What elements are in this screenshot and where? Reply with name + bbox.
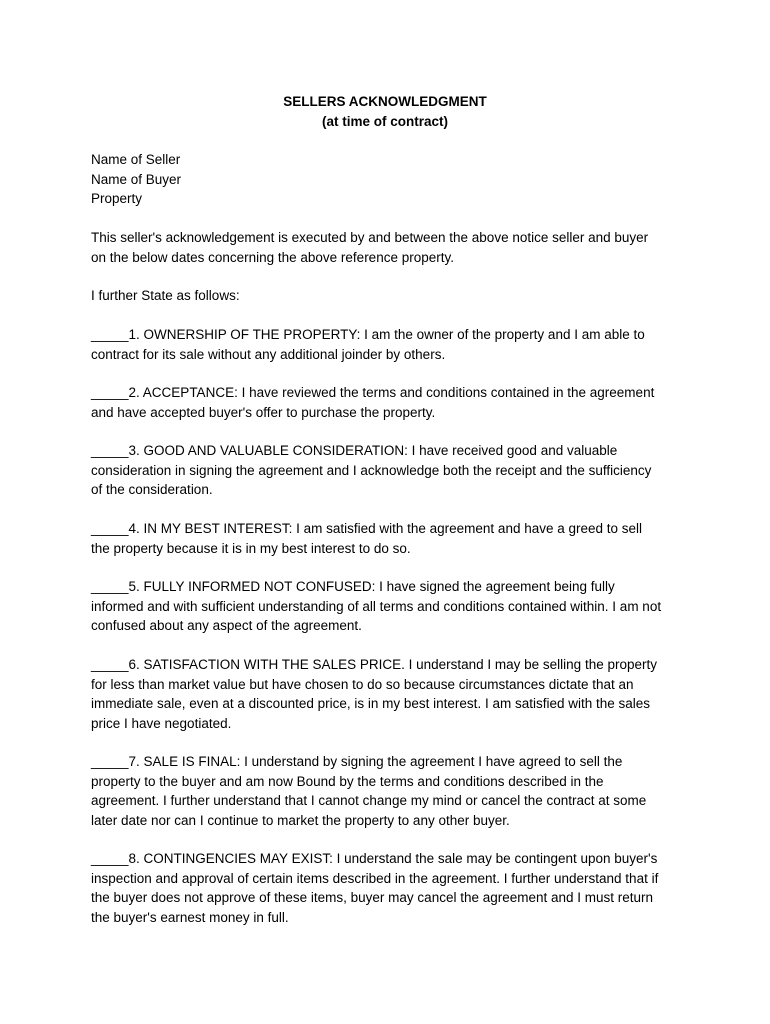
item-line: consideration in signing the agreement and I acknowledge both the receipt and the sufficiency — [91, 462, 652, 478]
field-buyer-name: Name of Buyer — [91, 171, 182, 187]
item-line: later date nor can I continue to market the property to any other buyer. — [91, 812, 510, 828]
intro-line: on the below dates concerning the above reference property. — [91, 249, 454, 265]
item-line: _____1. OWNERSHIP OF THE PROPERTY: I am the owner of the property and I am able to — [91, 327, 645, 342]
item-line: the property because it is in my best interest to do so. — [91, 540, 411, 556]
item-line: confused about any aspect of the agreement. — [91, 618, 362, 633]
item-4-best-interest — [91, 519, 681, 558]
header-fields — [91, 150, 181, 209]
item-line: the buyer's earnest money in full. — [91, 909, 289, 925]
item-5-fully-informed — [91, 577, 681, 636]
item-line: _____3. GOOD AND VALUABLE CONSIDERATION: I have received good and valuable — [91, 443, 618, 458]
document-subtitle: (at time of contract) — [321, 114, 448, 129]
title-block — [0, 92, 770, 132]
intro-line: This seller's acknowledgement is executed by and between the above notice seller and buyer — [91, 230, 649, 245]
item-3-consideration — [91, 441, 681, 500]
item-line: informed and with sufficient understanding of all terms and conditions contained within. I am not — [91, 598, 662, 614]
item-line: the buyer does not approve of these items, buyer may cancel the agreement and I must return — [91, 890, 654, 905]
field-seller-name: Name of Seller — [91, 152, 181, 167]
item-8-contingencies — [91, 849, 681, 927]
item-line: contract for its sale without any additional joinder by others. — [91, 346, 446, 362]
item-7-sale-final — [91, 752, 681, 830]
item-line: and have accepted buyer's offer to purchase the property. — [91, 404, 436, 420]
item-line: _____8. CONTINGENCIES MAY EXIST: I understand the sale may be contingent upon buyer's — [91, 851, 658, 866]
item-line: _____6. SATISFACTION WITH THE SALES PRICE. I understand I may be selling the property — [91, 657, 657, 672]
item-line: of the consideration. — [91, 482, 213, 497]
item-line: _____2. ACCEPTANCE: I have reviewed the terms and conditions contained in the agreement — [91, 385, 655, 400]
further-state-paragraph — [91, 286, 681, 306]
item-line: _____7. SALE IS FINAL: I understand by signing the agreement I have agreed to sell the — [91, 754, 623, 769]
item-line: agreement. I further understand that I cannot change my mind or cancel the contract at some — [91, 793, 647, 808]
intro-paragraph — [91, 228, 681, 267]
item-line: inspection and approval of certain items described in the agreement. I further understand that if — [91, 870, 659, 886]
item-2-acceptance — [91, 383, 681, 422]
item-line: price I have negotiated. — [91, 715, 232, 731]
item-line: immediate sale, even at a discounted price, is in my best interest. I am satisfied with the sales — [91, 696, 651, 711]
item-line: property to the buyer and am now Bound by the terms and conditions described in the — [91, 773, 604, 789]
item-line: for less than market value but have chosen to do so because circumstances dictate that an — [91, 676, 634, 692]
further-state-text: I further State as follows: — [91, 288, 240, 303]
field-property: Property — [91, 191, 143, 206]
document-title: SELLERS ACKNOWLEDGMENT — [283, 94, 487, 109]
item-6-sales-price — [91, 655, 681, 733]
item-line: _____5. FULLY INFORMED NOT CONFUSED: I have signed the agreement being fully — [91, 579, 615, 594]
item-line: _____4. IN MY BEST INTEREST: I am satisfied with the agreement and have a greed to sell — [91, 521, 643, 536]
item-1-ownership — [91, 325, 681, 364]
